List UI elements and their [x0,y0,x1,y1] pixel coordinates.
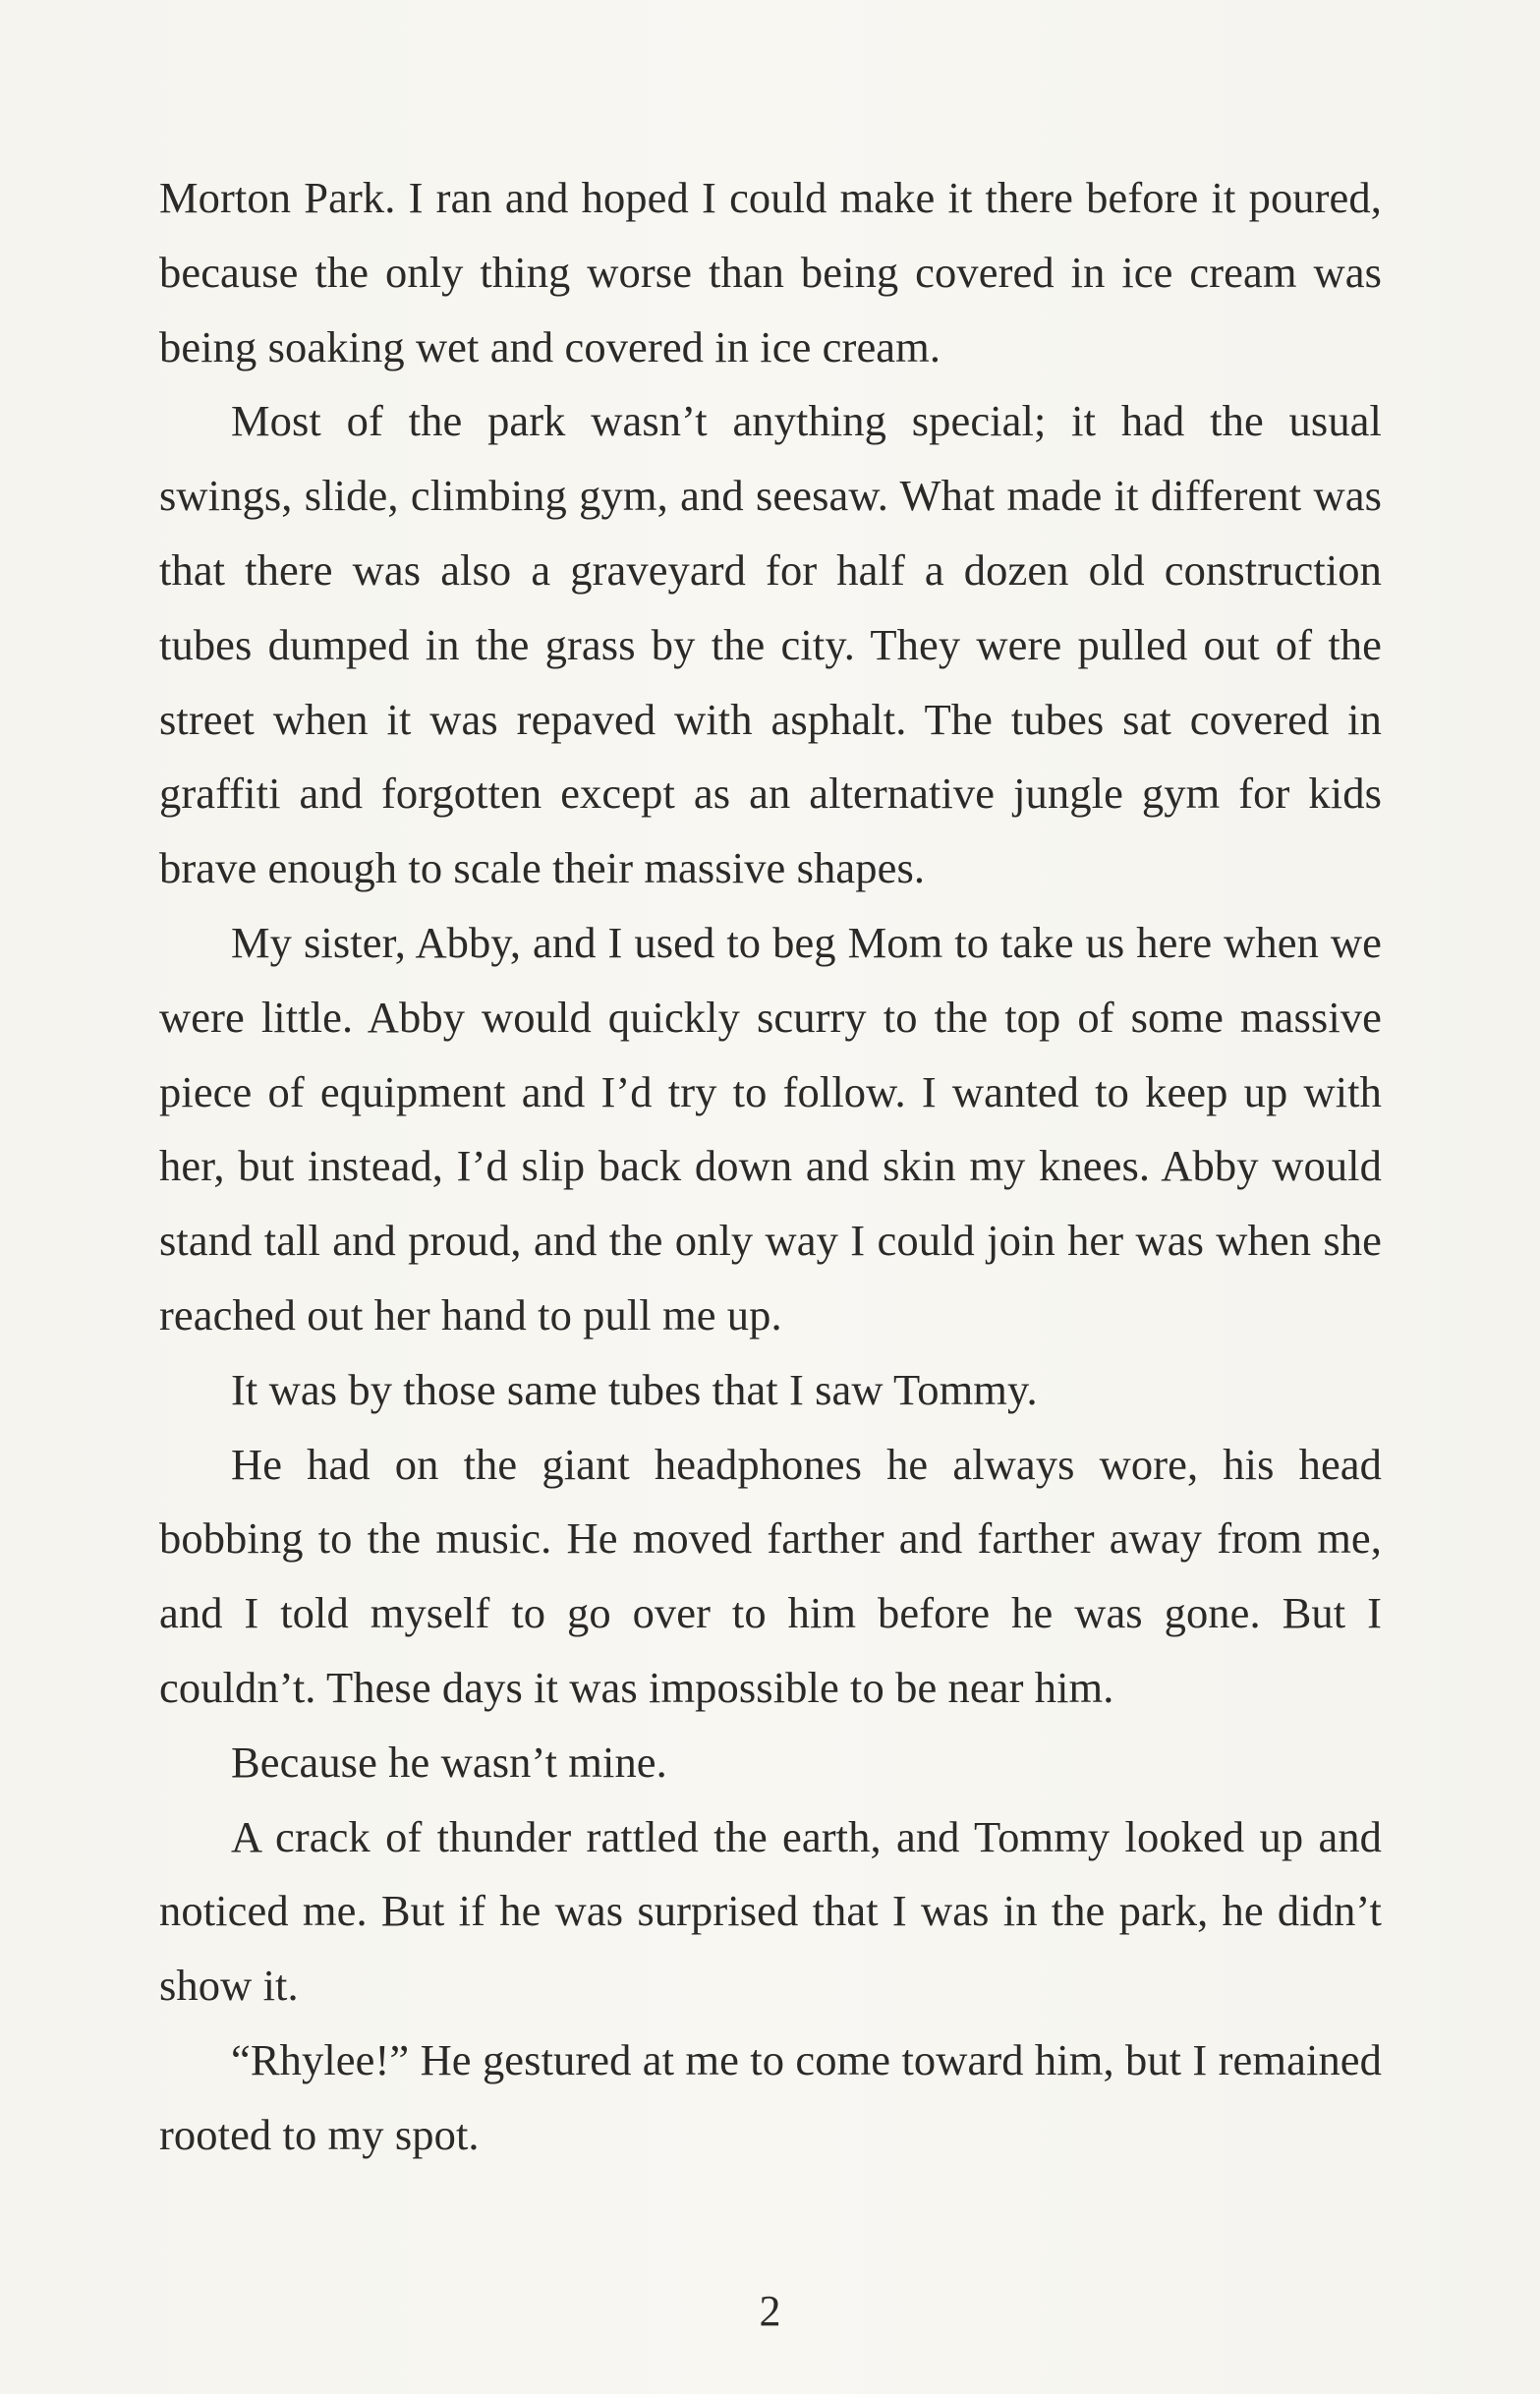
paragraph-7: A crack of thunder rattled the earth, and Tommy looked up and noticed me. But if he was surprised that I was in the park, he didn’t show it. [159,1811,1382,2011]
body-text [159,161,1382,2173]
paragraph-5: He had on the giant headphones he always wore, his head bobbing to the music. He moved farther and farther away from me, and I told myself to go over to him before he was gone. But I couldn’t. These days it was impossible to be near him. [159,1439,1382,1712]
paragraph-1: Morton Park. I ran and hoped I could make it there before it poured, because the only thing worse than being covered in ice cream was being soaking wet and covered in ice cream. [159,173,1382,371]
paragraph-6: Because he wasn’t mine. [231,1737,667,1787]
paragraph-3: My sister, Abby, and I used to beg Mom to take us here when we were little. Abby would quickly scurry to the top of some massive piece of equipment and I’d try to follow. I wanted to keep up with her, but instead, I’d slip back down and skin my knees. Abby would stand tall and proud, and the only way I could join her was when she reached out her hand to pull me up. [159,917,1382,1340]
paragraph-2: Most of the park wasn’t anything special; it had the usual swings, slide, climbing gym, and seesaw. What made it different was that there was also a graveyard for half a dozen old construction tubes dumped in the grass by the city. They were pulled out of the street when it was repaved with asphalt. The tubes sat covered in graffiti and forgotten except as an alternative jungle gym for kids brave enough to scale their massive shapes. [159,396,1382,893]
page-number: 2 [759,2287,781,2335]
paragraph-8: “Rhylee!” He gestured at me to come toward him, but I remained rooted to my spot. [159,2034,1382,2159]
paragraph-4: It was by those same tubes that I saw Tommy. [231,1364,1038,1414]
